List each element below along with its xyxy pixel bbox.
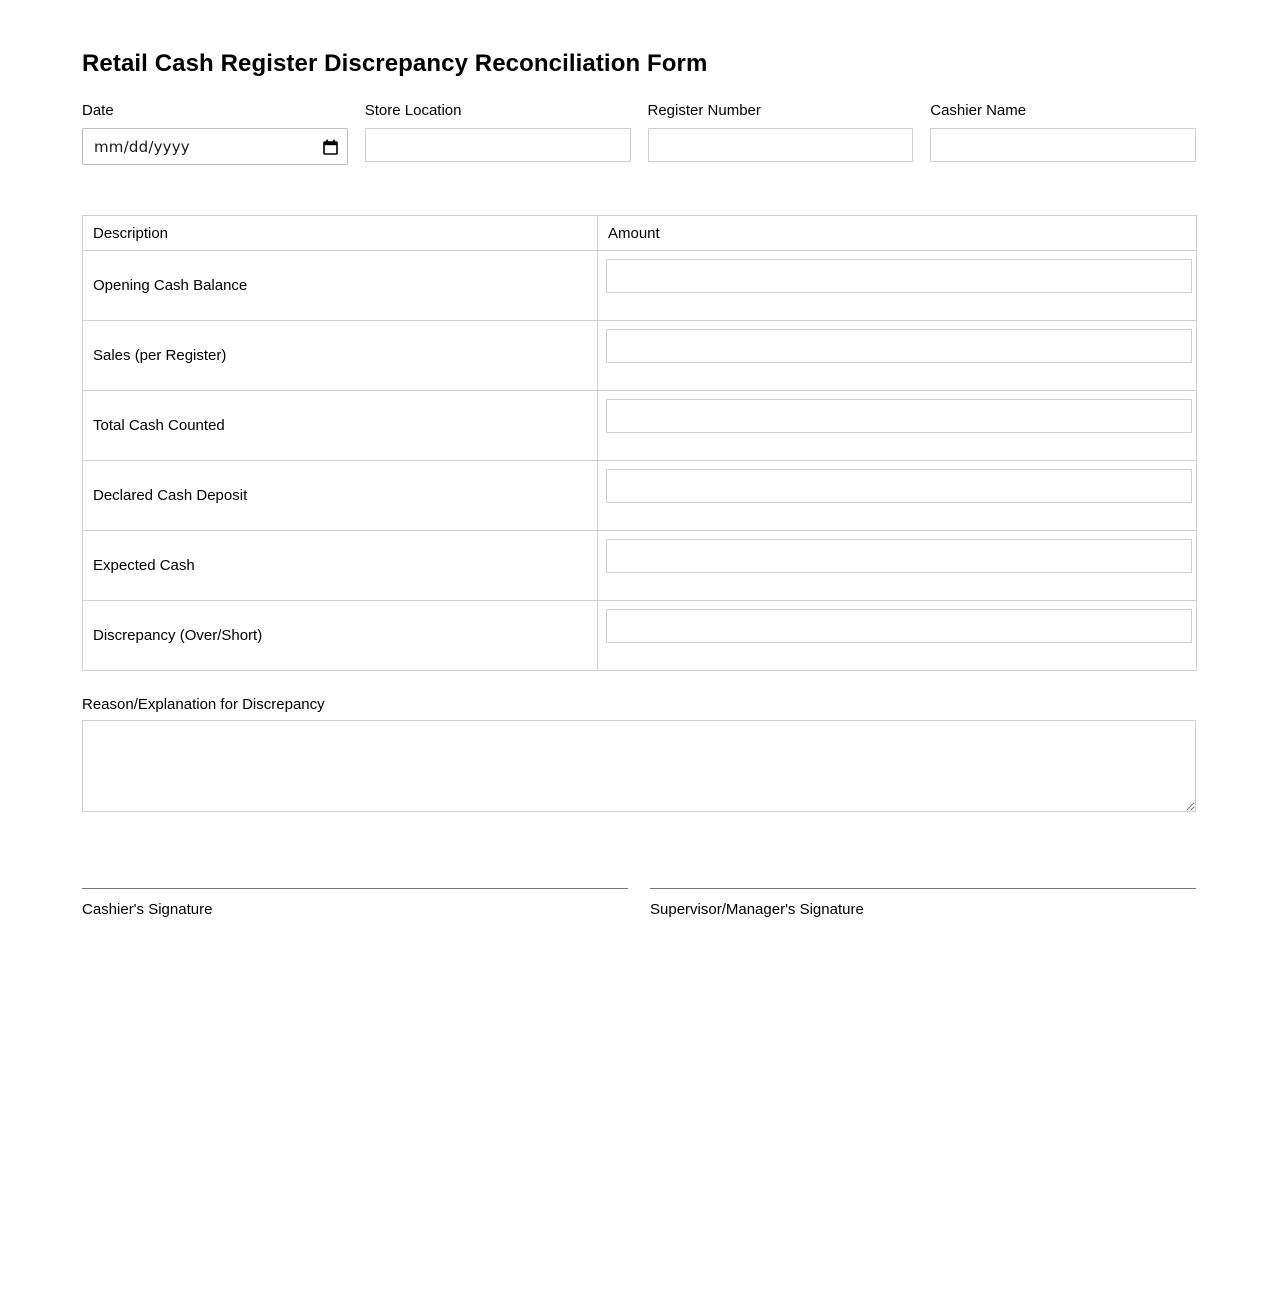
- reason-block: [82, 696, 1196, 812]
- row-description: Total Cash Counted: [83, 391, 598, 461]
- table-row: [83, 601, 1197, 671]
- signature-row: [82, 888, 1196, 918]
- field-group-date: [82, 102, 348, 165]
- amount-input[interactable]: [606, 399, 1192, 433]
- amount-input[interactable]: [606, 329, 1192, 363]
- reason-label: Reason/Explanation for Discrepancy: [82, 696, 325, 713]
- row-amount-cell: [598, 461, 1197, 531]
- amount-input[interactable]: [606, 539, 1192, 573]
- row-description: Expected Cash: [83, 531, 598, 601]
- signature-line-supervisor[interactable]: [650, 888, 1196, 889]
- table-row: [83, 251, 1197, 321]
- row-amount-cell: [598, 531, 1197, 601]
- page-title: Retail Cash Register Discrepancy Reconciliation Form: [82, 50, 708, 77]
- amount-input[interactable]: [606, 259, 1192, 293]
- register-number-input[interactable]: [648, 128, 914, 162]
- reconciliation-table: [82, 215, 1197, 671]
- cashier-name-label: Cashier Name: [930, 102, 1027, 119]
- signature-block-supervisor: [650, 888, 1196, 918]
- register-number-label: Register Number: [647, 102, 761, 119]
- row-description: Sales (per Register): [83, 321, 598, 391]
- signature-caption-cashier: Cashier's Signature: [82, 901, 213, 918]
- amount-input[interactable]: [606, 469, 1192, 503]
- column-header-amount: Amount: [598, 216, 1197, 251]
- row-amount-cell: [598, 391, 1197, 461]
- table-body: [83, 251, 1197, 671]
- row-description: Discrepancy (Over/Short): [83, 601, 598, 671]
- store-location-input[interactable]: [365, 128, 631, 162]
- table-row: [83, 461, 1197, 531]
- table-header-row: [83, 216, 1197, 251]
- amount-input[interactable]: [606, 609, 1192, 643]
- row-amount-cell: [598, 321, 1197, 391]
- column-header-description: Description: [83, 216, 598, 251]
- cashier-name-input[interactable]: [930, 128, 1196, 162]
- row-amount-cell: [598, 251, 1197, 321]
- store-location-label: Store Location: [364, 102, 462, 119]
- calendar-icon[interactable]: [323, 139, 338, 155]
- reason-textarea[interactable]: [82, 720, 1196, 812]
- field-group-register-number: [648, 102, 914, 162]
- table-row: [83, 531, 1197, 601]
- row-description: Declared Cash Deposit: [83, 461, 598, 531]
- table-row: [83, 391, 1197, 461]
- signature-block-cashier: [82, 888, 628, 918]
- row-amount-cell: [598, 601, 1197, 671]
- signature-line-cashier[interactable]: [82, 888, 628, 889]
- field-group-cashier-name: [930, 102, 1196, 162]
- table-head: [83, 216, 1197, 251]
- header-fields-row: [82, 102, 1196, 165]
- signature-caption-supervisor: Supervisor/Manager's Signature: [650, 901, 864, 918]
- table-row: [83, 321, 1197, 391]
- row-description: Opening Cash Balance: [83, 251, 598, 321]
- date-placeholder-text: mm/dd/yyyy: [94, 137, 190, 156]
- date-input[interactable]: [82, 128, 348, 165]
- field-group-store-location: [365, 102, 631, 162]
- date-label: Date: [82, 102, 114, 119]
